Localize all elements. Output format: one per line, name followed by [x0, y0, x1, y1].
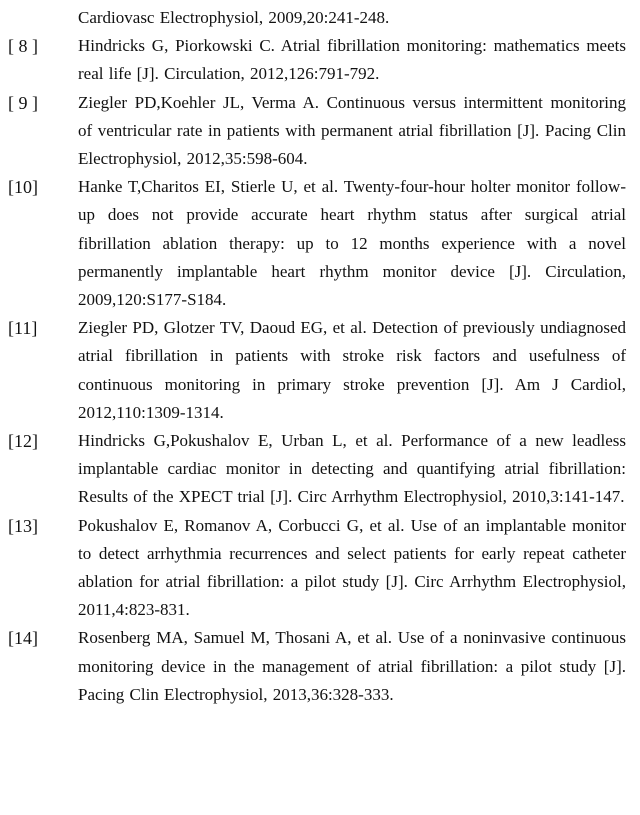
reference-number: [ 9 ]	[8, 92, 38, 113]
reference-text: Cardiovasc Electrophysiol, 2009,20:241-248.	[78, 8, 390, 27]
reference-item-13	[8, 512, 626, 625]
reference-number: [10]	[8, 177, 38, 198]
reference-item-14	[8, 624, 626, 709]
reference-item-8	[8, 32, 626, 88]
reference-item-continued	[8, 4, 626, 32]
reference-number: [14]	[8, 628, 38, 649]
reference-item-12	[8, 427, 626, 512]
reference-text: Hindricks G, Piorkowski C. Atrial fibrillation monitoring: mathematics meets real life [J]. Circulation, 2012,126:791-792.	[78, 36, 626, 84]
reference-text: Hindricks G,Pokushalov E, Urban L, et al. Performance of a new leadless implantable cardiac monitor in detecting and quantifying atrial fibrillation: Results of the XPECT trial [J]. Circ Arrhythm Electrophysiol, 2010,3:141-147.	[78, 431, 626, 507]
reference-number: [ 8 ]	[8, 36, 38, 57]
reference-text: Rosenberg MA, Samuel M, Thosani A, et al. Use of a noninvasive continuous monitoring device in the management of atrial fibrillation: a pilot study [J]. Pacing Clin Electrophysiol, 2013,36:328-333.	[78, 628, 626, 704]
reference-number: [13]	[8, 515, 38, 536]
reference-item-9	[8, 89, 626, 174]
reference-text: Pokushalov E, Romanov A, Corbucci G, et al. Use of an implantable monitor to detect arrhythmia recurrences and select patients for early repeat catheter ablation for atrial fibrillation: a pilot study [J]. Circ Arrhythm Electrophysiol, 2011,4:823-831.	[78, 515, 626, 620]
reference-text: Ziegler PD,Koehler JL, Verma A. Continuous versus intermittent monitoring of ventricular rate in patients with permanent atrial fibrillation [J]. Pacing Clin Electrophysiol, 2012,35:598-604.	[78, 92, 626, 169]
reference-number: [12]	[8, 431, 38, 452]
reference-item-10	[8, 173, 626, 314]
reference-number: [11]	[8, 318, 38, 339]
reference-item-11	[8, 314, 626, 427]
reference-text: Ziegler PD, Glotzer TV, Daoud EG, et al. Detection of previously undiagnosed atrial fibrillation in patients with stroke risk factors and usefulness of continuous monitoring in primary stroke prevention [J]. Am J Cardiol, 2012,110:1309-1314.	[78, 318, 626, 422]
reference-text: Hanke T,Charitos EI, Stierle U, et al. Twenty-four-hour holter monitor follow-up does not provide accurate heart rhythm status after surgical atrial fibrillation ablation therapy: up to 12 months experience with a novel permanently implantable heart rhythm monitor device [J]. Circulation, 2009,120:S177-S184.	[78, 177, 626, 310]
